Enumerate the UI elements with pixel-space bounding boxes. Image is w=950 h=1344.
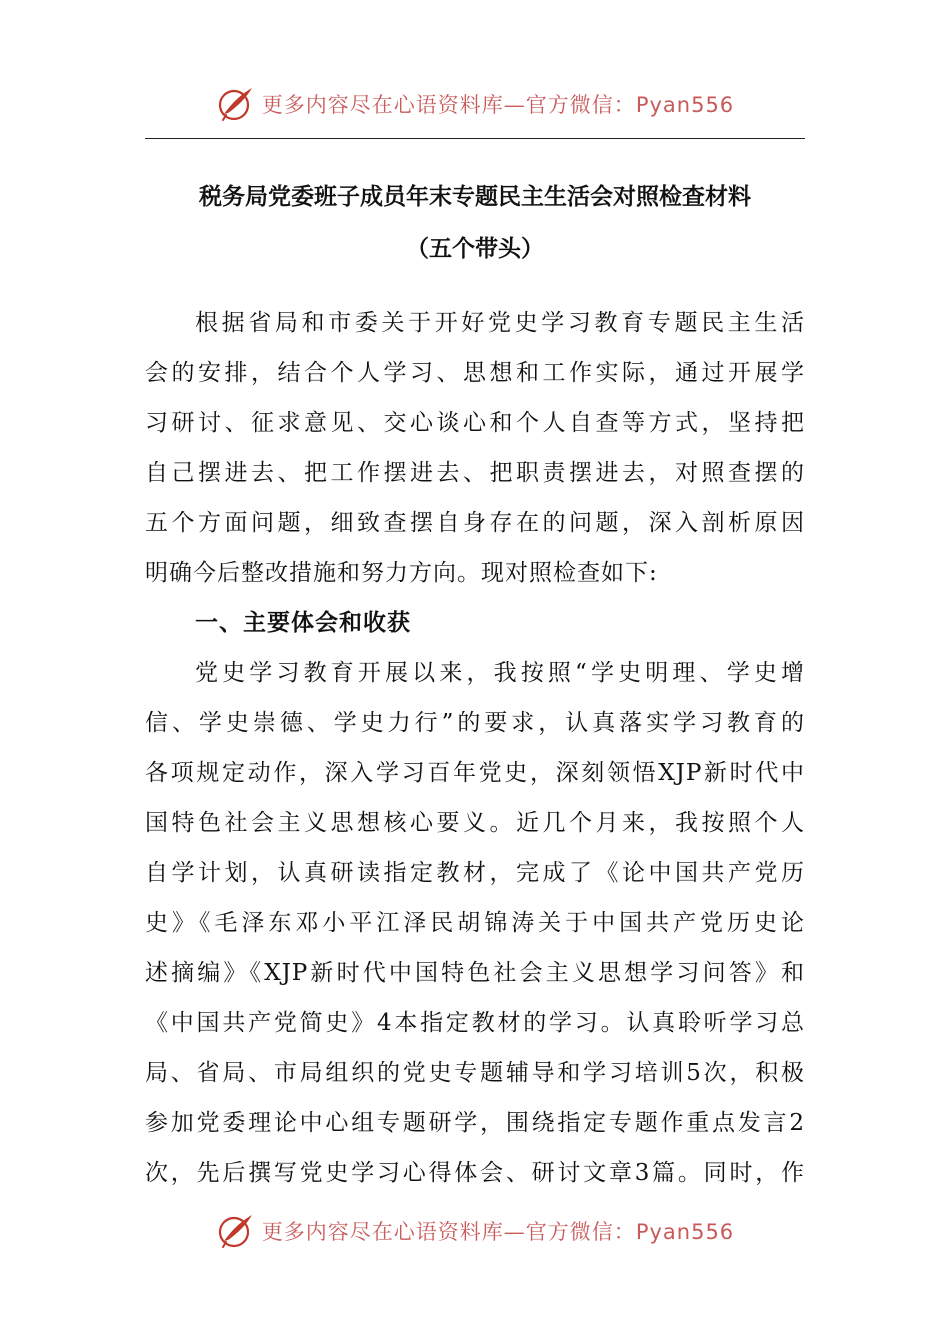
paragraph-line: 局、省局、市局组织的党史专题辅导和学习培训5次，积极 bbox=[145, 1060, 805, 1086]
document-body bbox=[145, 298, 805, 1198]
section-heading: 一、主要体会和收获 bbox=[195, 610, 411, 636]
paragraph-line: 各项规定动作，深入学习百年党史，深刻领悟XJP新时代中 bbox=[145, 760, 805, 786]
paragraph-line: 史》《毛泽东邓小平江泽民胡锦涛关于中国共产党历史论 bbox=[145, 910, 805, 936]
footer-banner bbox=[0, 1207, 950, 1255]
paragraph-line: 国特色社会主义思想核心要义。近几个月来，我按照个人 bbox=[145, 810, 805, 836]
header-banner-text: 更多内容尽在心语资料库—官方微信：Pyan556 bbox=[261, 93, 735, 117]
paragraph-line: 党史学习教育开展以来，我按照“学史明理、学史增 bbox=[195, 660, 805, 686]
paragraph-line: 会的安排，结合个人学习、思想和工作实际，通过开展学 bbox=[145, 360, 805, 386]
footer-wechat-id: Pyan556 bbox=[635, 1220, 735, 1244]
paragraph-line: 述摘编》《XJP新时代中国特色社会主义思想学习问答》和 bbox=[145, 960, 805, 986]
document-subtitle: （五个带头） bbox=[406, 236, 544, 262]
paragraph-line: 《中国共产党简史》4本指定教材的学习。认真聆听学习总 bbox=[145, 1010, 805, 1036]
paragraph-line: 参加党委理论中心组专题研学，围绕指定专题作重点发言2 bbox=[145, 1110, 805, 1136]
paragraph-line: 信、学史崇德、学史力行”的要求，认真落实学习教育的 bbox=[145, 710, 805, 736]
header-divider bbox=[145, 138, 805, 139]
paragraph-line: 五个方面问题，细致查摆自身存在的问题，深入剖析原因 bbox=[145, 510, 805, 536]
document-title: 税务局党委班子成员年末专题民主生活会对照检查材料 bbox=[199, 184, 751, 210]
header-wechat-id: Pyan556 bbox=[635, 93, 735, 117]
paragraph-line: 自己摆进去、把工作摆进去、把职责摆进去，对照查摆的 bbox=[145, 460, 805, 486]
paragraph-line: 自学计划，认真研读指定教材，完成了《论中国共产党历 bbox=[145, 860, 805, 886]
paragraph-line: 明确今后整改措施和努力方向。现对照检查如下: bbox=[145, 560, 658, 586]
paragraph-line: 根据省局和市委关于开好党史学习教育专题民主生活 bbox=[195, 310, 805, 336]
paragraph-line: 次，先后撰写党史学习心得体会、研讨文章3篇。同时，作 bbox=[145, 1160, 805, 1186]
quill-pen-logo-icon bbox=[216, 84, 256, 124]
footer-banner-text: 更多内容尽在心语资料库—官方微信：Pyan556 bbox=[261, 1220, 735, 1244]
paragraph-line: 习研讨、征求意见、交心谈心和个人自查等方式，坚持把 bbox=[145, 410, 805, 436]
quill-pen-logo-icon bbox=[216, 1211, 256, 1251]
header-banner bbox=[0, 80, 950, 128]
